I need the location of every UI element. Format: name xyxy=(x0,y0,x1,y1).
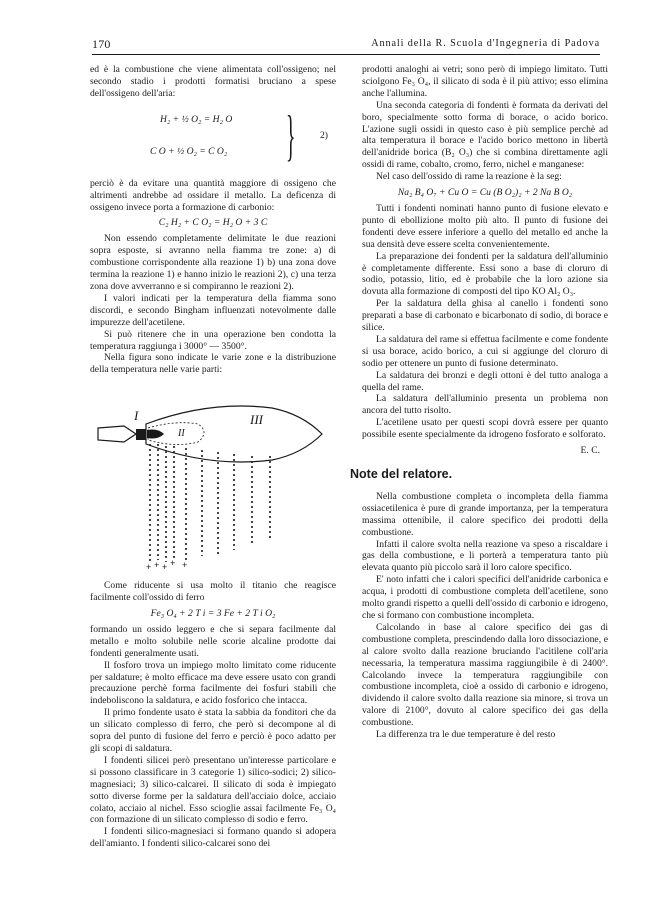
flame-figure xyxy=(90,384,336,574)
brace: } xyxy=(286,104,296,167)
zone-label-i: I xyxy=(134,408,139,424)
paragraph: I fondenti silico-magnesiaci si formano quando si adopera dell'amianto. I fondenti silico-calcarei sono dei xyxy=(90,826,336,850)
paragraph: Si può ritenere che in una operazione ben condotta la temperatura raggiunga i 3000° — 3500°. xyxy=(90,328,336,352)
paragraph: Il fosforo trova un impiego molto limitato come riducente per saldature; è molto efficace ma deve essere usato con grandi precauzione perchè forma facilmente dei fosfuri stabili che indeboliscono la saldatura, e acido fosforico che intacca. xyxy=(90,659,336,707)
paragraph: La saldatura dei bronzi e degli ottoni è del tutto analoga a quella del rame. xyxy=(362,369,608,393)
paragraph: L'acetilene usato per questi scopi dovrà essere per quanto possibile esente specialmente da idrogeno fosforato e solforato. xyxy=(362,417,608,441)
marker: + xyxy=(170,558,176,569)
left-column xyxy=(90,64,336,850)
zone-label-iii: III xyxy=(250,412,263,428)
paragraph: Come riducente si usa molto il titanio che reagisce facilmente coll'ossido di ferro xyxy=(90,580,336,604)
equation: Na₂ B₄ O₇ + Cu O = Cu (B O₂)₂ + 2 Na B O₂ xyxy=(397,187,573,199)
paragraph: Calcolando in base al calore specifico dei gas di combustione completa, prescindendo dalla loro dissociazione, e al calore svolto dalla reazione bruciando l'acitilene coll'aria necessaria, la temperatura massima raggiungibile è di 2400°. Calcolando invece la temperatura raggiungibile con combustione incompleta, cioè a ossido di carbonio e idrogeno, dividendo il calore svolto dalla reazione sia minore, si trova un valore di 2100°, dovuto al calore specifico dei gas della combustione. xyxy=(362,621,608,729)
page-number: 170 xyxy=(92,37,111,51)
section-title: Note del relatore. xyxy=(350,467,453,481)
equation-line: C O + ½ O₂ = C O₂ xyxy=(150,145,228,157)
header-rule xyxy=(92,54,600,55)
paragraph: prodotti analoghi ai vetri; sono però di impiego limitato. Tutti sciolgono Fe₃ O₄, il silicato di soda è il più attivo; esso elimina anche l'allumina. xyxy=(362,64,608,99)
equation-number: 2) xyxy=(320,129,328,141)
running-header xyxy=(92,37,600,53)
marker: + xyxy=(182,560,188,571)
marker: + xyxy=(146,562,152,573)
paragraph: Non essendo completamente delimitate le due reazioni sopra esposte, si avranno nella fiamma tre zone: a) di combustione corrispondente alla reazione 1) b) una zona dove termina la reazione 1) e hanno inizio le reazioni 2), c) una terza zona dove avverranno e si compiranno le reazioni 2). xyxy=(90,233,336,292)
paragraph: La saldatura del rame si effettua facilmente e come fondente si usa borace, acido borico, a cui si aggiunge del cloruro di sodio per ottenere un punto di fusione determinato. xyxy=(362,333,608,369)
zone-label-ii: II xyxy=(178,428,185,440)
equation: C₂ H₂ + C O₂ = H₂ O + 3 C xyxy=(158,217,268,229)
running-title: Annali della R. Scuola d'Ingegneria di Padova xyxy=(371,38,600,49)
paragraph: La differenza tra le due temperature è del resto xyxy=(376,729,556,741)
paragraph: Il primo fondente usato è stata la sabbia da fonditori che da un silicato complesso di ferro, che però si decompone al di sopra del punto di fusione del ferro e perciò è poco adatto per gli scopi di saldatura. xyxy=(90,707,336,754)
paragraph: I valori indicati per la temperatura della fiamma sono discordi, e secondo Bingham influenzati notevolmente dalle impurezze dell'acetilene. xyxy=(90,292,336,328)
paragraph: Tutti i fondenti nominati hanno punto di fusione elevato e punto di ebollizione molto più alto. Il punto di fusione dei fondenti deve essere inferiore a quello del metallo ed anche la sua densità deve essere scelta convenientemente. xyxy=(362,202,608,250)
paragraph: perciò è da evitare una quantità maggiore di ossigeno che altrimenti andrebbe ad ossidare il metallo. La deficenza di ossigeno invece porta a formazione di carbonio: xyxy=(90,177,336,213)
flame-diagram xyxy=(90,384,336,574)
equation: Fe₃ O₄ + 2 T i = 3 Fe + 2 T i O₂ xyxy=(150,608,276,620)
paragraph: Infatti il calore svolta nella reazione va speso a riscaldare i gas della combustione, e li porterà a temperatura tanto più elevata quanto più piccolo sarà il loro calore specifico. xyxy=(362,538,608,574)
paragraph: Nel caso dell'ossido di rame la reazione è la seg: xyxy=(376,171,562,183)
paragraph: La preparazione dei fondenti per la saldatura dell'alluminio è completamente differente. Essi sono a base di cloruro di sodio, potassio, litio, ed è probabile che la loro azione sia dovuta alla formazione di composti del tipo KO Al₂ O₃. xyxy=(362,250,608,298)
paragraph: La saldatura dell'alluminio presenta un problema non ancora del tutto risolto. xyxy=(362,393,608,417)
flame-outer-zone xyxy=(146,406,322,462)
paragraph: ed è la combustione che viene alimentata coll'ossigeno; nel secondo stadio i prodotti formatisi bruciano a spese dell'ossigeno dell'aria: xyxy=(90,64,336,99)
paragraph: Una seconda categoria di fondenti è formata da derivati del boro, specialmente sotto forma di borace, o acido borico. L'azione sugli ossidi in questo caso è più semplice perchè ad alta temperatura il borace e l'acido borico mettono in libertà dell'anidride borica (B₂ O₃) che si combina direttamente agli ossidi di rame, cobalto, cromo, ferro, nichel e manganese: xyxy=(362,99,608,171)
nozzle-tip xyxy=(136,429,146,440)
signature: E. C. xyxy=(580,445,600,457)
marker: + xyxy=(162,562,168,573)
paragraph: E' noto infatti che i calori specifici dell'anidride carbonica e acqua, i prodotti di combustione completa dell'acetilene, sono molto grandi rispetto a quelli dell'ossido di carbonio e idrogeno, che si formano con combustione incompleta. xyxy=(362,574,608,621)
equation-line: H₂ + ½ O₂ = H₂ O xyxy=(160,113,233,125)
marker: + xyxy=(154,560,160,571)
torch-nozzle xyxy=(98,426,136,442)
right-column xyxy=(350,64,608,741)
paragraph: Per la saldatura della ghisa al canello i fondenti sono preparati a base di carbonato e bicarbonato di sodio, di borace e silice. xyxy=(362,298,608,334)
equation-system-2 xyxy=(90,104,336,174)
temperature-lines xyxy=(150,444,270,562)
temperature-markers xyxy=(146,558,187,572)
paragraph: I fondenti silicei però presentano un'interesse particolare e si possono classificare in 3 categorie 1) silico-sodici; 2) silico-magnesiaci; 3) silico-calcarei. Il silicato di soda è impiegato sotto diverse forme per la saldatura dell'acciaio dolce, acciaio colato, acciaio al nichel. Esso scioglie assai facilmente Fe₃ O₄ con formazione di un silicato complesso di sodio e ferro. xyxy=(90,754,336,826)
paragraph: Nella figura sono indicate le varie zone e la distribuzione della temperatura nelle varie parti: xyxy=(90,352,336,376)
paragraph: Nella combustione completa o incompleta della fiamma ossiacetilenica è pure di grande importanza, per la temperatura massima ottenibile, il calore specifico dei prodotti della combustione. xyxy=(362,490,608,538)
paragraph: formando un ossido leggero e che si separa facilmente dal metallo e molto solubile nelle scorie alcaline prodotte dai fondenti generalmente usati. xyxy=(90,623,336,659)
